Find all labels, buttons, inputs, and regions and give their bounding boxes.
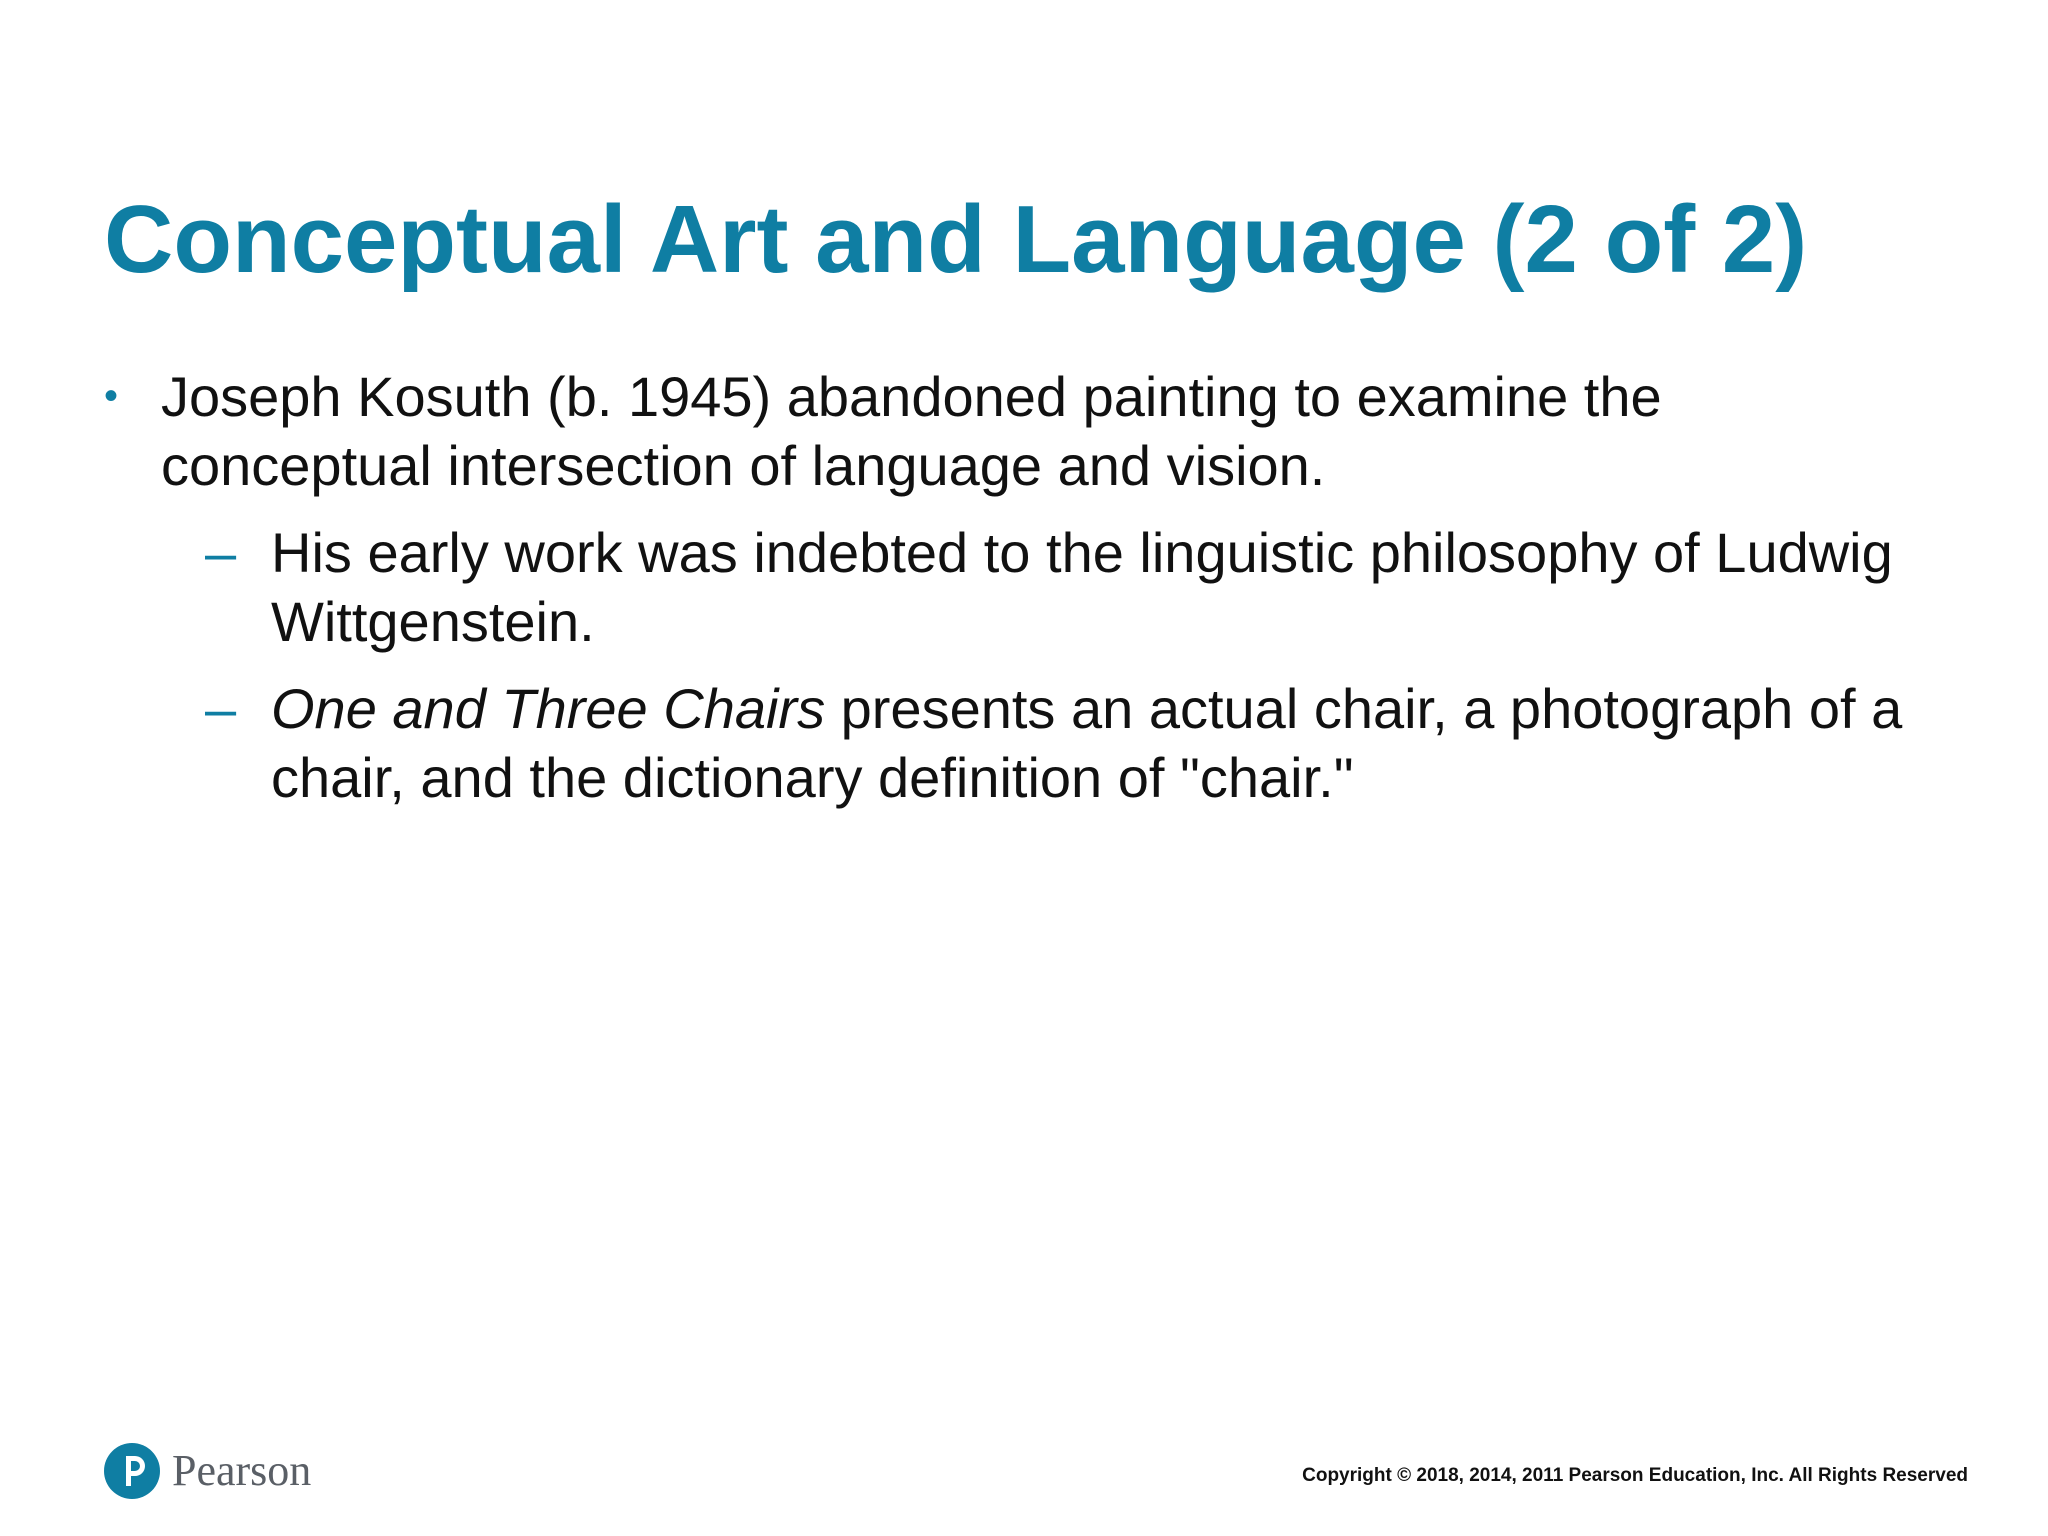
slide-title: Conceptual Art and Language (2 of 2) [104, 186, 1808, 293]
bullet-marker: • [104, 374, 119, 418]
sub-bullet-text-rest: presents an actual chair, a photograph of a chair, and the dictionary definition of "chair." [271, 677, 1903, 809]
sub-bullet-text [271, 674, 1971, 812]
artwork-title: One and Three Chairs [271, 677, 826, 740]
sub-bullet-marker: – [205, 521, 237, 584]
pearson-logo [104, 1438, 311, 1504]
pearson-logo-icon [104, 1443, 160, 1499]
bullet-text: Joseph Kosuth (b. 1945) abandoned painting to examine the conceptual intersection of language and vision. [161, 365, 1662, 497]
sub-bullet-text: His early work was indebted to the linguistic philosophy of Ludwig Wittgenstein. [271, 521, 1893, 653]
sub-bullet-marker: – [205, 677, 237, 740]
logo-wordmark: Pearson [172, 1446, 312, 1495]
copyright-notice: Copyright © 2018, 2014, 2011 Pearson Education, Inc. All Rights Reserved [1302, 1465, 1968, 1486]
